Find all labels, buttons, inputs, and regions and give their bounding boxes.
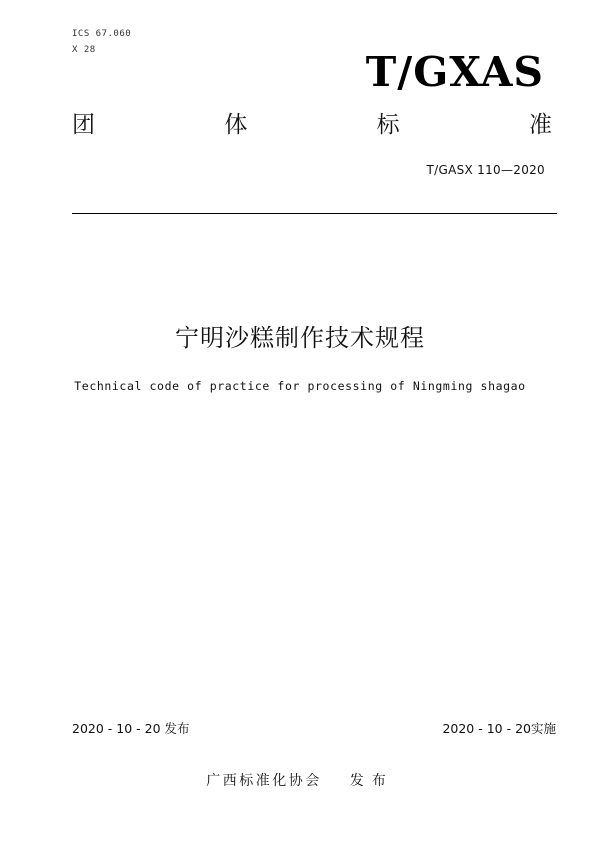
ccs-code: X 28 <box>72 45 96 55</box>
organization-code: T/GXAS <box>365 48 544 96</box>
standard-number: T/GASX 110—2020 <box>426 163 545 177</box>
standard-type-heading <box>72 114 552 137</box>
standard-type-char: 准 <box>528 112 552 138</box>
english-title: Technical code of practice for processing of Ningming shagao <box>74 379 526 393</box>
chinese-title: 宁明沙糕制作技术规程 <box>175 324 425 352</box>
publisher-action: 发布 <box>349 773 394 789</box>
standard-type-char: 体 <box>224 112 248 138</box>
ics-code: ICS 67.060 <box>72 29 132 39</box>
issue-date: 2020 - 10 - 20 发布 <box>72 721 190 736</box>
standard-type-char: 团 <box>72 112 95 138</box>
standard-type-char: 标 <box>376 112 400 138</box>
publisher-name: 广西标准化协会 <box>206 773 322 789</box>
header-divider <box>72 213 557 214</box>
implementation-date: 2020 - 10 - 20实施 <box>442 721 556 736</box>
publisher-line <box>0 774 600 788</box>
